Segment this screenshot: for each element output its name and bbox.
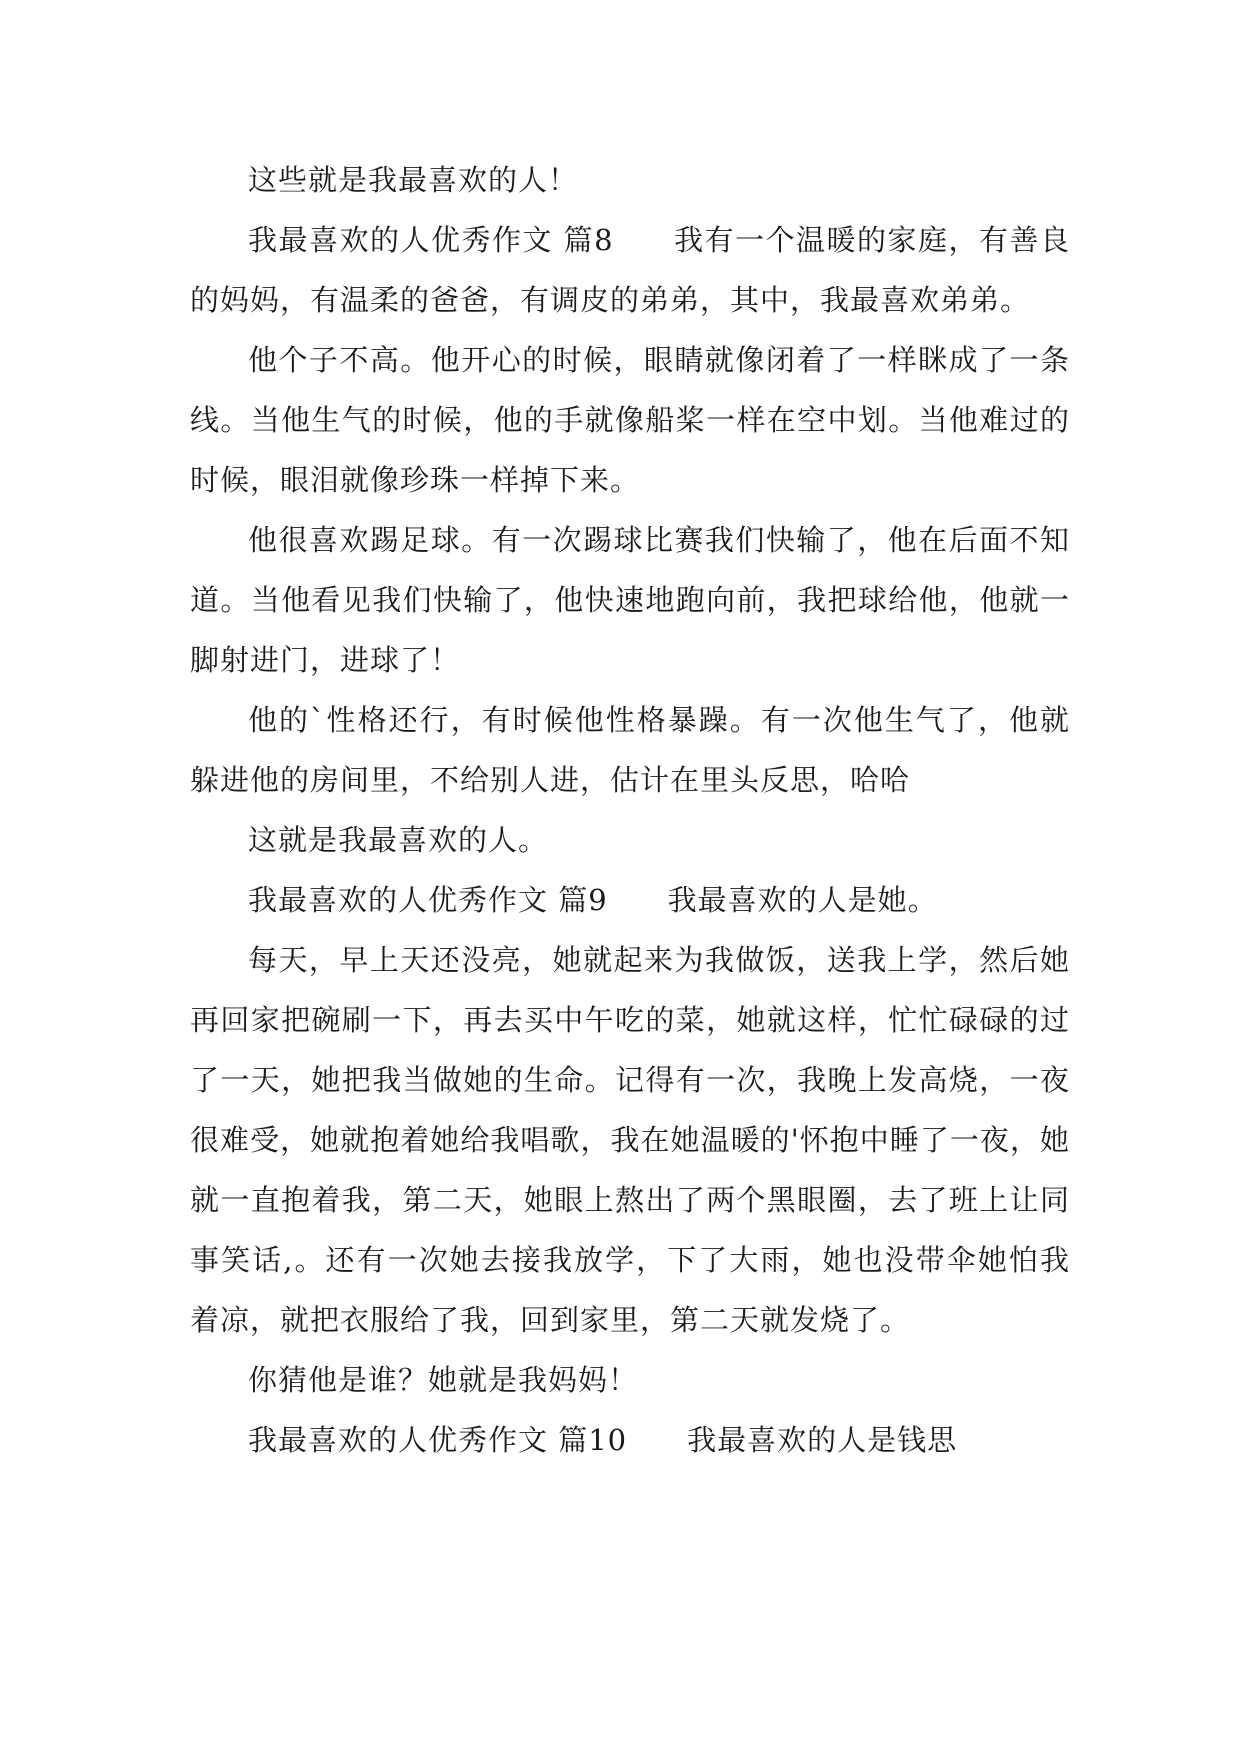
paragraph-text: 你猜他是谁？她就是我妈妈！: [248, 1363, 639, 1397]
paragraph-text: 他很喜欢踢足球。有一次踢球比赛我们快输了，他在后面不知道。当他看见我们快输了，他快速地跑向前，我把球给他，他就一脚射进门，进球了！: [190, 523, 1070, 677]
paragraph-7: [190, 870, 1070, 930]
essay-body: [190, 150, 1070, 1470]
paragraph-text: 他的`性格还行，有时候他性格暴躁。有一次他生气了，他就躲进他的房间里，不给别人进，估计在里头反思，哈哈: [190, 703, 1070, 797]
paragraph-text: 这就是我最喜欢的人。: [248, 823, 549, 857]
paragraph-6: [190, 810, 1070, 870]
section-heading-8: 我最喜欢的人优秀作文 篇8: [248, 223, 614, 257]
paragraph-text: 他个子不高。他开心的时候，眼睛就像闭着了一样眯成了一条线。当他生气的时候，他的手就像船桨一样在空中划。当他难过的时候，眼泪就像珍珠一样掉下来。: [190, 343, 1070, 497]
paragraph-4: [190, 510, 1070, 690]
paragraph-text: 我有一个温暖的家庭，有善良的妈妈，有温柔的爸爸，有调皮的弟弟，其中，我最喜欢弟弟。: [190, 223, 1070, 317]
paragraph-1: [190, 150, 1070, 210]
paragraph-10: [190, 1410, 1070, 1470]
paragraph-5: [190, 690, 1070, 810]
paragraph-3: [190, 330, 1070, 510]
paragraph-8: [190, 930, 1070, 1350]
paragraph-text: 我最喜欢的人是钱思: [687, 1423, 958, 1457]
paragraph-text: 每天，早上天还没亮，她就起来为我做饭，送我上学，然后她再回家把碗刷一下，再去买中午吃的菜，她就这样，忙忙碌碌的过了一天，她把我当做她的生命。记得有一次，我晚上发高烧，一夜很难受，她就抱着她给我唱歌，我在她温暖的'怀抱中睡了一夜，她就一直抱着我，第二天，她眼上熬出了两个黑眼圈，去了班上让同事笑话,。还有一次她去接我放学，下了大雨，她也没带伞她怕我着凉，就把衣服给了我，回到家里，第二天就发烧了。: [190, 943, 1070, 1337]
paragraph-text: 这些就是我最喜欢的人！: [248, 163, 579, 197]
paragraph-text: 我最喜欢的人是她。: [667, 883, 938, 917]
paragraph-9: [190, 1350, 1070, 1410]
section-heading-10: 我最喜欢的人优秀作文 篇10: [248, 1423, 628, 1457]
section-heading-9: 我最喜欢的人优秀作文 篇9: [248, 883, 608, 917]
paragraph-2: [190, 210, 1070, 330]
